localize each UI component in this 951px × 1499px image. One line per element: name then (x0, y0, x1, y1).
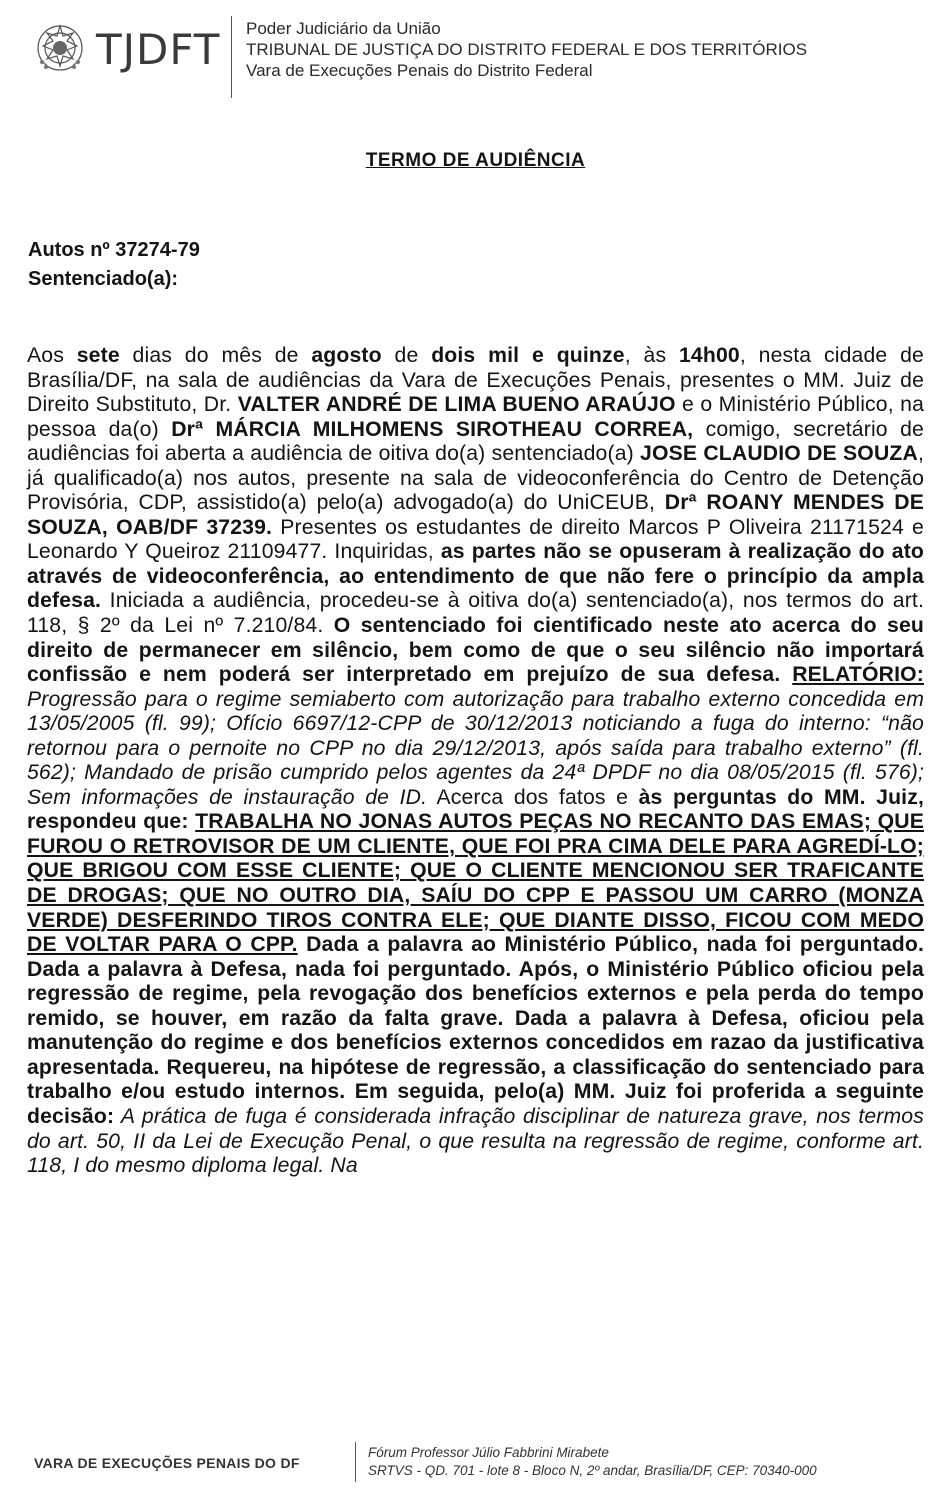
prosecutor-name: Drª MÁRCIA MILHOMENS SIROTHEAU CORREA, (171, 417, 694, 441)
text-run-bold: O sentenciado foi cientificado neste ato acerca do seu direito de permanecer em silêncio, bem como de que o seu silêncio não importará confissão e nem poderá ser interpretado em prejuízo de sua defesa. (27, 614, 924, 687)
text-run: , já qualificado(a) nos autos, presente na sala de videoconferência do Centro de Detenção Provisória, CDP, assistido(a) pelo(a) advogado(a) do UniCEUB, (27, 442, 924, 515)
text-run: dias do mês de (119, 344, 312, 367)
court-identification (246, 18, 807, 81)
footer-court: VARA DE EXECUÇÕES PENAIS DO DF (34, 1455, 300, 1471)
text-run: de (381, 344, 432, 367)
judge-name: VALTER ANDRÉ DE LIMA BUENO ARAÚJO (237, 393, 676, 417)
forum-name: Fórum Professor Júlio Fabbrini Mirabete (368, 1445, 609, 1460)
text-run: Acerca dos fatos e (427, 785, 639, 809)
judiciary-line: Poder Judiciário da União (246, 19, 441, 38)
text-run (780, 663, 792, 686)
text-run: Iniciada a audiência, procedeu-se à oitiva do(a) sentenciado(a), nos termos do art. 118, § 2º da Lei nº 7.210/84. (27, 589, 924, 638)
proceedings-text: Dada a palavra ao Ministério Público, nada foi perguntado. Dada a palavra à Defesa, nada foi perguntado. Após, o Ministério Público oficiou pela regressão de regime, pela revogação dos benefícios externos e pela perda do tempo remido, se houver, em razão da falta grave. Dada a palavra à Defesa, oficiou pela manutenção do regime e dos benefícios externos concedidos em razao da justificativa apresentada. Requereu, na hipótese de regressão, a classificação do sentenciado para trabalho e/ou estudo internos. Em seguida, pelo(a) MM. Juiz foi proferida a seguinte decisão: (27, 933, 924, 1128)
forum-address: SRTVS - QD. 701 - lote 8 - Bloco N, 2º andar, Brasília/DF, CEP: 70340-000 (368, 1463, 817, 1478)
decision-text: A prática de fuga é considerada infração disciplinar de natureza grave, nos termos do art. 50, II da Lei de Execução Penal, o que resulta na regressão de regime, conforme art. 118, I do mesmo diploma legal. Na (27, 1104, 924, 1178)
coat-of-arms-icon (34, 22, 86, 74)
tjdft-logo: TJDFT (96, 25, 221, 74)
text-run: Aos (27, 344, 77, 367)
text-run: comigo, secretário de audiências foi aberta a audiência de oitiva do(a) sentenciado(a) (27, 417, 924, 466)
case-info (28, 236, 200, 294)
letterhead (34, 16, 914, 98)
court-name-line: TRIBUNAL DE JUSTIÇA DO DISTRITO FEDERAL E DOS TERRITÓRIOS (246, 40, 808, 59)
hearing-record-text (27, 344, 924, 1179)
footer-address (368, 1444, 817, 1480)
lawyer-name: Drª ROANY MENDES DE SOUZA, OAB/DF 37239. (27, 491, 924, 539)
text-run-bold: as partes não se opuseram à realização do ato através de videoconferência, ao entendimento de que não fere o princípio da ampla defesa. (27, 540, 924, 613)
text-run-bold: dois mil e quinze (431, 344, 625, 367)
case-number: Autos nº 37274-79 (28, 239, 200, 261)
text-run: Presentes os estudantes de direito Marcos P Oliveira 21171524 e Leonardo Y Queiroz 21109477. Inquiridas, (27, 515, 924, 564)
text-run-bold: às perguntas do MM. Juiz, respondeu que: (27, 785, 924, 834)
header-divider (231, 16, 232, 98)
text-run: e o Ministério Público, na pessoa da(o) (27, 393, 925, 441)
court-division-line: Vara de Execuções Penais do Distrito Federal (246, 61, 593, 80)
text-run (298, 933, 306, 956)
hearing-time: 14h00 (678, 344, 740, 367)
sentenced-name: JOSE CLAUDIO DE SOUZA (640, 442, 918, 466)
text-run: , às (624, 344, 679, 367)
text-run-bold: agosto (311, 344, 382, 367)
footer-divider (355, 1442, 356, 1482)
report-text: Progressão para o regime semiaberto com autorização para trabalho externo concedida em 13/05/2005 (fl. 99); Ofício 6697/12-CPP de 30/12/2013 noticiando a fuga do interno: “não retornou para o pernoite no CPP no dia 29/12/2013, após saída para trabalho externo” (fl. 562); Mandado de prisão cumprido pelos agentes da 24ª DPDF no dia 08/05/2015 (fl. 576); Sem informações de instauração de ID. (27, 687, 924, 809)
report-heading: RELATÓRIO: (792, 663, 924, 687)
sentenced-testimony: TRABALHA NO JONAS AUTOS PEÇAS NO RECANTO DAS EMAS; QUE FUROU O RETROVISOR DE UM CLIENTE, QUE FOI PRA CIMA DELE PARA AGREDÍ-LO; QUE BRIGOU COM ESSE CLIENTE; QUE O CLIENTE MENCIONOU SER TRAFICANTE DE DROGAS; QUE NO OUTRO DIA, SAÍU DO CPP E PASSOU UM CARRO (MONZA VERDE) DESFERINDO TIROS CONTRA ELE; QUE DIANTE DISSO, FICOU COM MEDO DE VOLTAR PARA O CPP. (27, 810, 924, 957)
text-run: , nesta cidade de Brasília/DF, na sala de audiências da Vara de Execuções Penais, presentes o MM. Juiz de Direito Substituto, Dr. (27, 344, 924, 417)
text-run-bold: sete (76, 344, 120, 367)
document-title: TERMO DE AUDIÊNCIA (365, 150, 586, 171)
sentenced-label: Sentenciado(a): (28, 268, 179, 290)
